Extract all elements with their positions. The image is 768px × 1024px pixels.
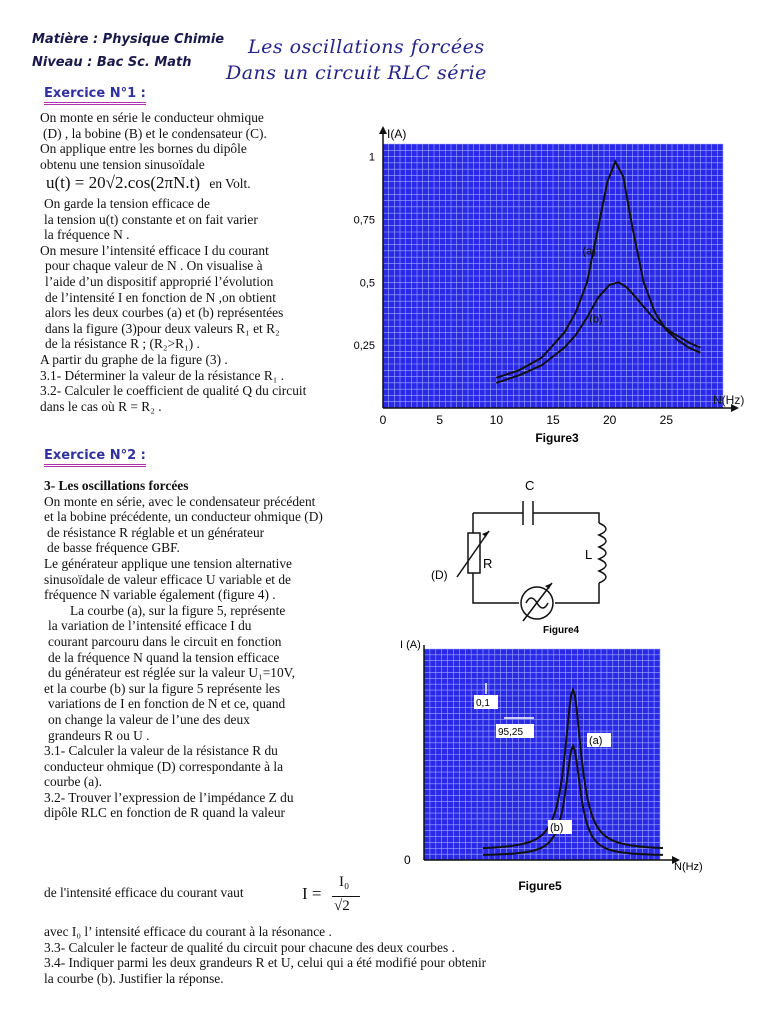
ex2-line: de résistance R réglable et un générateur	[47, 524, 265, 540]
ex1-line: A partir du graphe de la figure (3) .	[40, 351, 228, 367]
arrow-heads	[482, 531, 552, 589]
x-tick-label: 10	[489, 413, 504, 427]
x-tick-label: 0	[379, 413, 387, 427]
x-tick-label: 15	[546, 413, 560, 427]
ex1-formula-unit: en Volt.	[209, 176, 251, 192]
y-axis-label: I(A)	[387, 127, 407, 141]
ex2-line: la variation de l’intensité efficace I du	[48, 618, 252, 634]
figure3-chart	[336, 122, 746, 445]
x-axis-label: N(Hz)	[674, 861, 703, 873]
ex2-question: 3.4- Indiquer parmi les deux grandeurs R et U, celui qui a été modifié pour obtenir	[44, 955, 487, 971]
y-tick-label: 0,25	[353, 340, 375, 353]
ex1-line: (D) , la bobine (B) et le condensateur (C).	[43, 125, 267, 141]
ex2-line: avec I₀ l’ intensité efficace du courant à la résonance .	[44, 924, 332, 939]
series-label-a: (a)	[582, 245, 596, 258]
figure5-chart	[368, 636, 703, 898]
ex2-line: courant parcouru dans le circuit en fonction	[48, 633, 282, 649]
ex1-line: la tension u(t) constante et on fait varier	[44, 211, 258, 227]
origin-label: 0	[404, 853, 411, 867]
ex1-question: 3.2- Calculer le coefficient de qualité Q du circuit	[40, 383, 307, 399]
ex2-line: dipôle RLC en fonction de R quand la valeur	[44, 805, 285, 821]
ex2-question: 3.3- Calculer le facteur de qualité du circuit pour chacune des deux courbes .	[44, 939, 455, 955]
circuit-top-wire	[473, 513, 599, 523]
annotation-label: 95,25	[498, 727, 524, 738]
series-label-a: (a)	[589, 735, 603, 747]
ex1-formula-row	[46, 175, 370, 192]
ex2-line: on change la valeur de l’une des deux	[48, 711, 250, 727]
grid-lines	[424, 649, 660, 860]
ex1-line: de la résistance R ; (R₂>R₁) .	[45, 336, 200, 352]
ex2-formula-num: I₀	[339, 874, 350, 890]
ex1-line: alors les deux courbes (a) et (b) représentées	[45, 305, 284, 321]
ex2-question: 3.2- Trouver l’expression de l’impédance Z du	[44, 789, 294, 805]
series-label-b: (b)	[589, 313, 603, 326]
ex2-line: grandeurs R ou U .	[48, 727, 150, 743]
ex1-line: On garde la tension efficace de	[44, 195, 210, 211]
ex1-line: On applique entre les bornes du dipôle	[40, 141, 247, 157]
ex2-line: variations de I en fonction de N et ce, quand	[48, 696, 286, 712]
label-r: R	[483, 556, 493, 571]
fraction-bar	[332, 896, 360, 897]
page-title-line2: Dans un circuit RLC série	[226, 62, 487, 84]
x-tick-label: 25	[659, 413, 674, 427]
exercise1-text	[40, 110, 370, 414]
ex1-formula: u(t) = 20√2.cos(2πN.t)	[46, 173, 201, 193]
ex2-line: Le générateur applique une tension alternative	[44, 555, 292, 571]
x-axis-label: N(Hz)	[713, 393, 745, 407]
label-l: L	[585, 547, 593, 562]
y-axis-arrow	[379, 126, 387, 134]
ex1-line: l’aide d’un dispositif approprié l’évolution	[45, 273, 274, 289]
y-tick-label: 0,75	[353, 214, 375, 227]
label-d: (D)	[431, 568, 448, 582]
annotation-label: 0,1	[476, 698, 490, 709]
ex1-question: 3.1- Déterminer la valeur de la résistance R₁ .	[40, 367, 285, 383]
subject-label: Matière : Physique Chimie	[32, 32, 225, 47]
ex2-line: conducteur ohmique (D) correspondante à la	[44, 758, 284, 774]
figure4-caption: Figure4	[543, 625, 580, 636]
x-tick-label: 5	[436, 413, 444, 427]
ex1-line: On mesure l’intensité efficace I du courant	[40, 242, 269, 258]
ex2-line: La courbe (a), sur la figure 5, représente	[70, 602, 286, 618]
x-tick-label: 20	[602, 413, 617, 427]
y-tick-label: 0,5	[359, 277, 375, 290]
page-title-line1: Les oscillations forcées	[248, 36, 485, 58]
ex2-subheading: 3- Les oscillations forcées	[44, 478, 189, 493]
ex2-question: 3.1- Calculer la valeur de la résistance R du	[44, 743, 278, 759]
figure3-caption: Figure3	[535, 431, 579, 445]
y-axis-label: I (A)	[400, 639, 421, 651]
ex2-formula-lead: de l'intensité efficace du courant vaut	[44, 885, 244, 900]
circuit-right-wire	[555, 583, 599, 603]
y-tick-label: 1	[368, 151, 375, 164]
series-label-b: (b)	[550, 822, 564, 834]
label-c: C	[525, 478, 535, 493]
figure5-caption: Figure5	[518, 879, 562, 893]
ex2-line: et la bobine précédente, un conducteur ohmique (D)	[44, 509, 323, 525]
ex1-line: dans la figure (3)pour deux valeurs R₁ et R₂	[45, 320, 280, 336]
grid-lines	[383, 144, 723, 408]
ex2-line: de basse fréquence GBF.	[47, 540, 180, 556]
ex2-line: de la fréquence N quand la tension efficace	[48, 649, 280, 665]
ex2-line: fréquence N variable également (figure 4) .	[44, 587, 276, 603]
ex2-line: On monte en série, avec le condensateur précédent	[44, 493, 316, 509]
ex1-line: la fréquence N .	[44, 227, 130, 243]
ex1-line: pour chaque valeur de N . On visualise à	[45, 258, 263, 274]
exercise2-heading: Exercice N°2 :	[44, 448, 146, 467]
ex1-line: obtenu une tension sinusoïdale	[40, 156, 205, 172]
figure4-circuit	[425, 475, 630, 640]
ex2-line: du générateur est réglée sur la valeur U₁=10V,	[48, 665, 295, 681]
circuit-bottom-wire	[473, 573, 519, 603]
ex2-line: courbe (a).	[44, 774, 102, 790]
ex2-line: la courbe (b). Justifier la réponse.	[44, 970, 224, 986]
ex2-formula-den: √2	[334, 898, 350, 914]
exercise2-text	[44, 478, 404, 821]
ex2-formula-lhs: I =	[302, 884, 322, 903]
ex1-line: de l’intensité I en fonction de N ,on obtient	[45, 289, 276, 305]
exercise2-text-end	[44, 924, 486, 986]
ex2-line: sinusoïdale de valeur efficace U variable et de	[44, 571, 291, 587]
ex2-line: et la courbe (b) sur la figure 5 représente les	[44, 680, 281, 696]
ex1-line: On monte en série le conducteur ohmique	[40, 110, 264, 125]
exercise1-heading: Exercice N°1 :	[44, 86, 146, 105]
ex1-question: dans le cas où R = R₂ .	[40, 398, 162, 414]
inductor-coil	[599, 523, 606, 583]
level-label: Niveau : Bac Sc. Math	[32, 55, 192, 70]
